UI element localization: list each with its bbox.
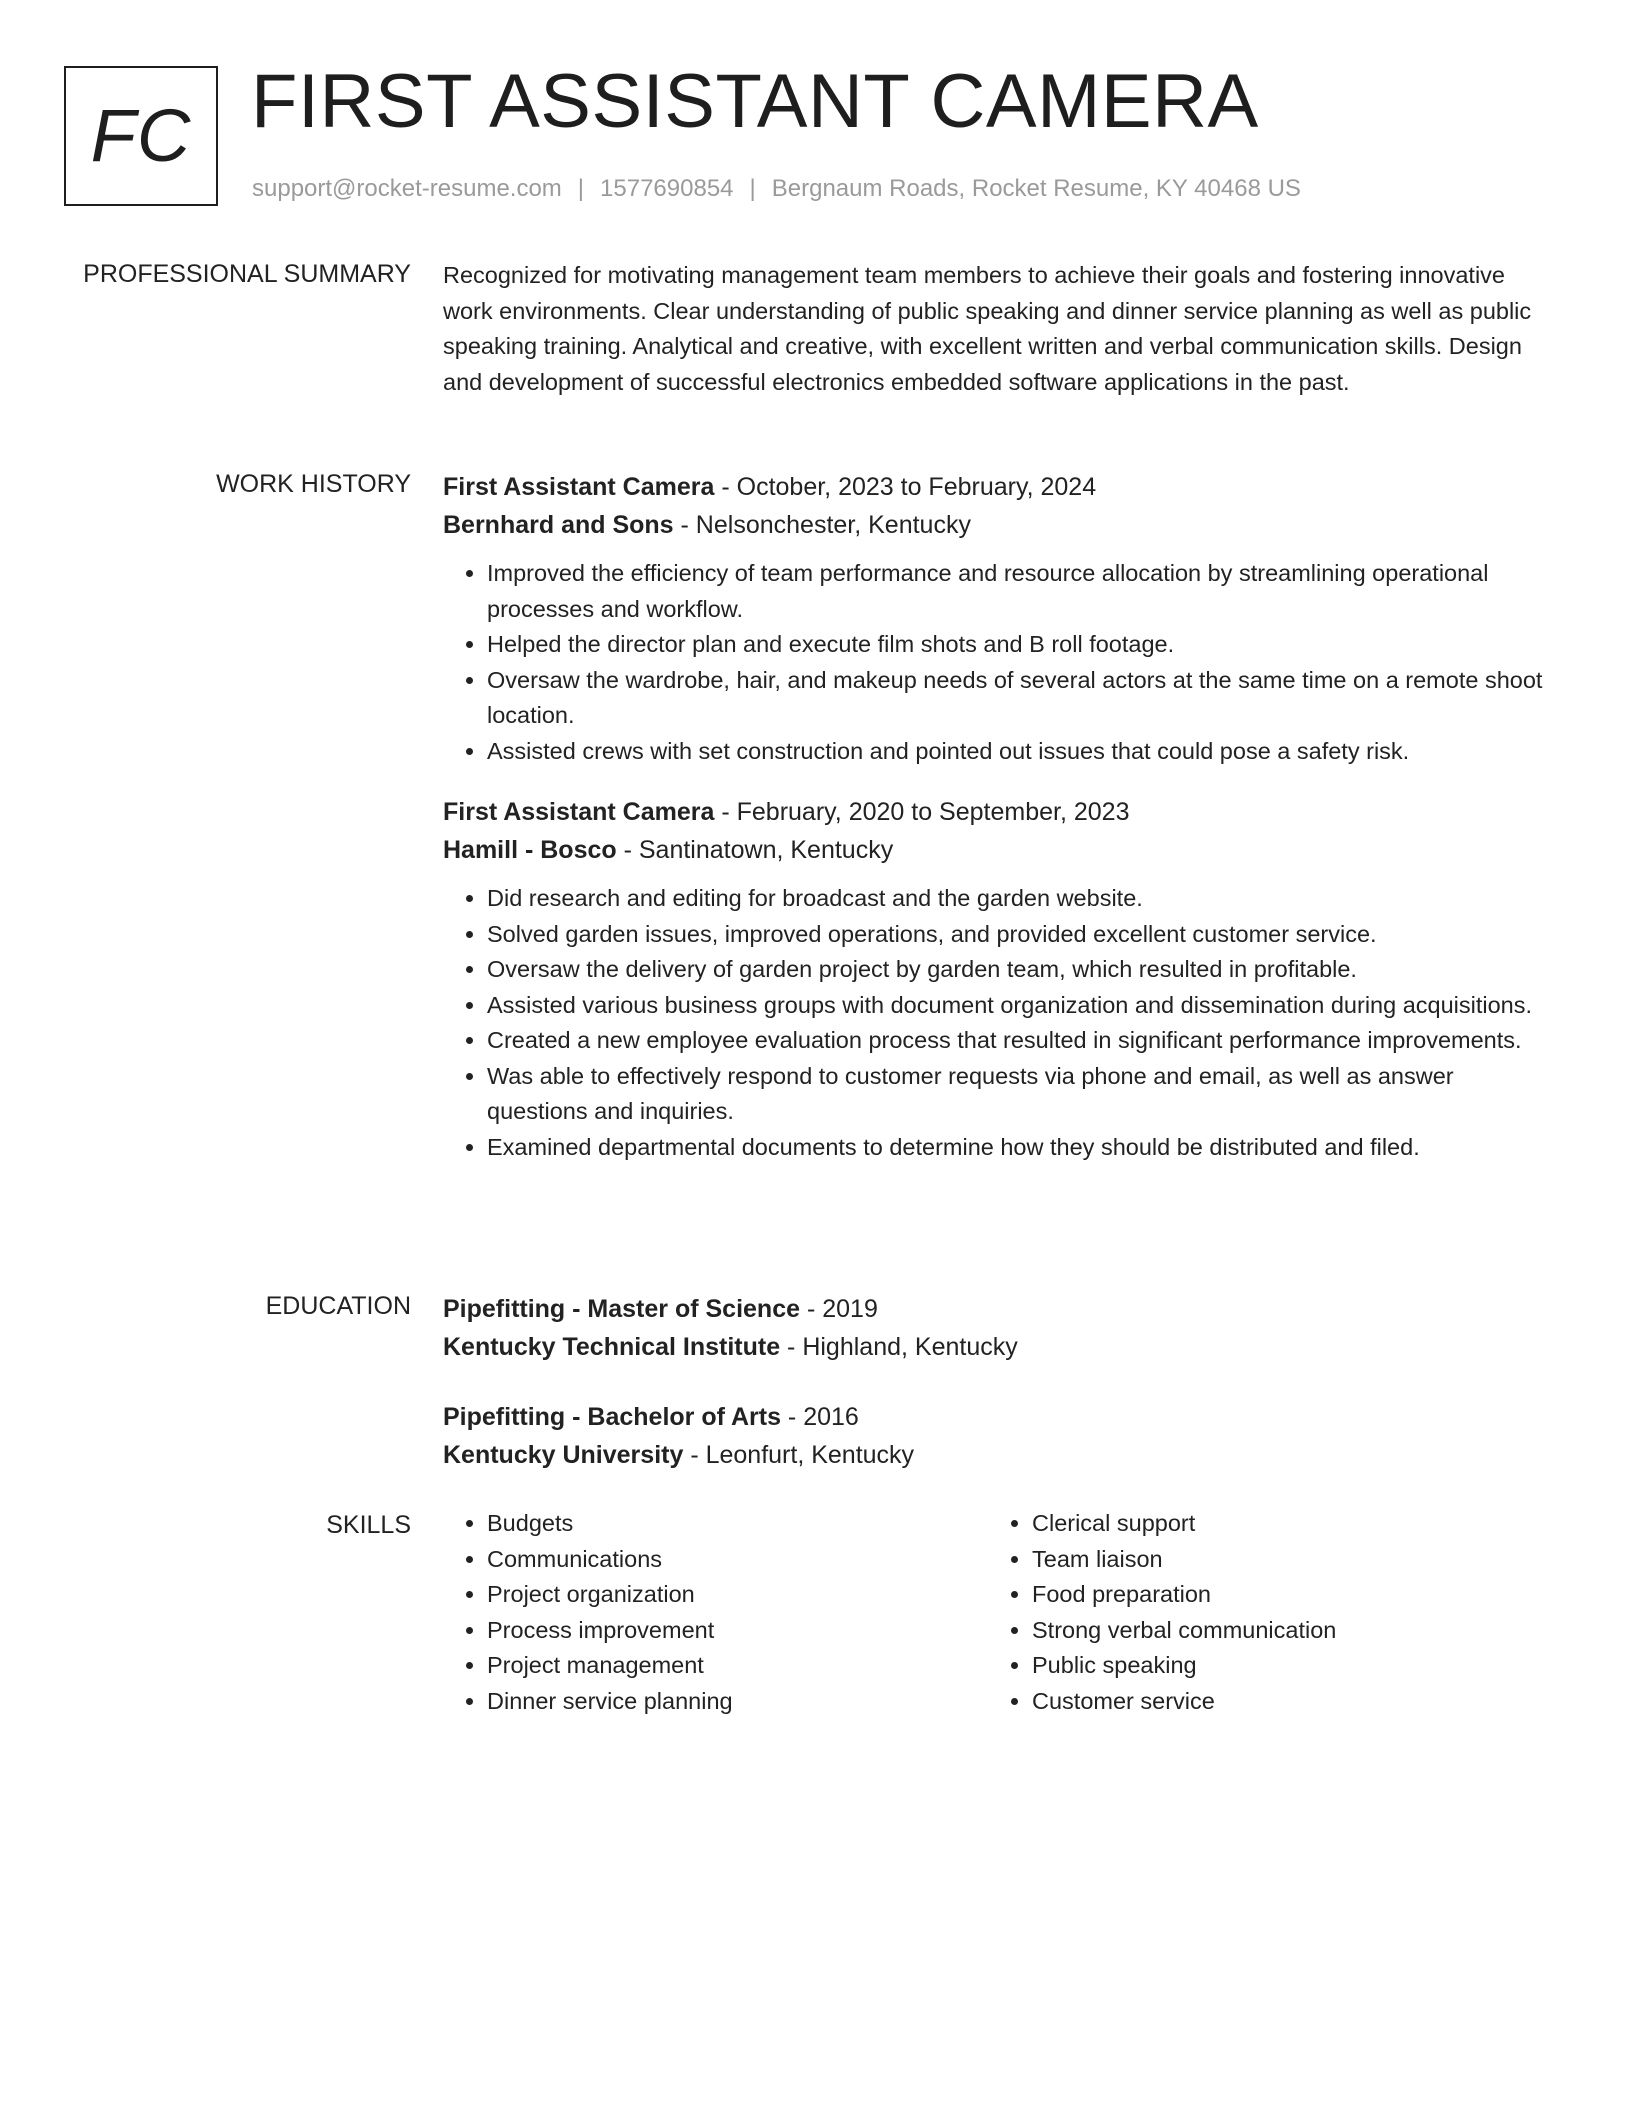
education-year: - 2016	[780, 1403, 859, 1431]
job-bullets	[443, 881, 1555, 1165]
resume-name: FIRST ASSISTANT CAMERA	[251, 59, 1259, 144]
job-bullet: • Assisted crews with set construction and pointed out issues that could pose a safety risk.	[487, 734, 1555, 770]
job-title-line	[443, 793, 1555, 831]
skill-item: • Project organization	[487, 1577, 988, 1613]
job-bullet: • Did research and editing for broadcast and the garden website.	[487, 881, 1555, 917]
skills-body	[443, 1506, 1555, 1720]
job-location: - Santinatown, Kentucky	[616, 836, 894, 864]
job-bullet: • Improved the efficiency of team performance and resource allocation by streamlining operational processes and workflow.	[487, 556, 1555, 627]
education-degree-line	[443, 1290, 1555, 1328]
job-bullets	[443, 556, 1555, 769]
summary-title: PROFESSIONAL SUMMARY	[83, 260, 411, 288]
job-entry	[443, 468, 1555, 769]
contact-separator: |	[577, 175, 585, 202]
summary-text: Recognized for motivating management team members to achieve their goals and fostering innovative work environments. Clear understanding of public speaking and dinner service planning as well as public speaking training. Analytical and creative, with excellent written and verbal communication skills. Design and development of successful electronics embedded software applications in the past.	[443, 262, 1532, 395]
education-degree: Pipefitting - Bachelor of Arts	[443, 1403, 781, 1431]
contact-line	[252, 175, 1301, 203]
skills-columns	[443, 1506, 1555, 1720]
skill-item: • Clerical support	[1032, 1506, 1533, 1542]
work-history-title: WORK HISTORY	[216, 470, 411, 498]
contact-phone: 1577690854	[600, 175, 734, 202]
skill-item: • Customer service	[1032, 1684, 1533, 1720]
job-bullet: • Oversaw the delivery of garden project by garden team, which resulted in profitable.	[487, 952, 1555, 988]
job-company-line	[443, 506, 1555, 544]
skill-item: • Food preparation	[1032, 1577, 1533, 1613]
summary-body	[443, 258, 1555, 400]
monogram-initials: FC	[90, 94, 192, 177]
job-location: - Nelsonchester, Kentucky	[673, 511, 971, 539]
skill-item: • Process improvement	[487, 1613, 988, 1649]
job-role: First Assistant Camera	[443, 798, 715, 826]
job-company: Bernhard and Sons	[443, 511, 674, 539]
education-school-line	[443, 1436, 1555, 1474]
skill-item: • Team liaison	[1032, 1542, 1533, 1578]
education-location: - Highland, Kentucky	[780, 1333, 1018, 1361]
skill-item: • Budgets	[487, 1506, 988, 1542]
education-year: - 2019	[800, 1295, 878, 1323]
contact-address: Bergnaum Roads, Rocket Resume, KY 40468 US	[771, 175, 1301, 202]
job-bullet: • Was able to effectively respond to customer requests via phone and email, as well as answer questions and inquiries.	[487, 1059, 1555, 1130]
skills-list-left	[443, 1506, 988, 1720]
job-bullet: • Helped the director plan and execute film shots and B roll footage.	[487, 627, 1555, 663]
skill-item: • Communications	[487, 1542, 988, 1578]
job-bullet: • Oversaw the wardrobe, hair, and makeup needs of several actors at the same time on a remote shoot location.	[487, 663, 1555, 734]
job-title-line	[443, 468, 1555, 506]
work-history-body	[443, 468, 1555, 1189]
education-degree-line	[443, 1398, 1555, 1436]
skill-item: • Project management	[487, 1648, 988, 1684]
job-bullet: • Created a new employee evaluation process that resulted in significant performance improvements.	[487, 1023, 1555, 1059]
education-body	[443, 1290, 1555, 1506]
education-location: - Leonfurt, Kentucky	[683, 1441, 915, 1469]
skills-list-right	[988, 1506, 1533, 1720]
job-dates: - October, 2023 to February, 2024	[714, 473, 1097, 501]
education-school: Kentucky Technical Institute	[443, 1333, 781, 1361]
education-title: EDUCATION	[265, 1292, 411, 1320]
job-company-line	[443, 831, 1555, 869]
skill-item: • Dinner service planning	[487, 1684, 988, 1720]
education-entry	[443, 1290, 1555, 1366]
education-school-line	[443, 1328, 1555, 1366]
skill-item: • Public speaking	[1032, 1648, 1533, 1684]
education-school: Kentucky University	[443, 1441, 684, 1469]
job-role: First Assistant Camera	[443, 473, 715, 501]
contact-separator: |	[749, 175, 756, 202]
skills-title: SKILLS	[326, 1511, 411, 1539]
job-bullet: • Solved garden issues, improved operations, and provided excellent customer service.	[487, 917, 1555, 953]
job-company: Hamill - Bosco	[443, 836, 617, 864]
job-bullet: • Assisted various business groups with document organization and dissemination during acquisitions.	[487, 988, 1555, 1024]
job-entry	[443, 793, 1555, 1165]
contact-email: support@rocket-resume.com	[252, 175, 562, 202]
education-entry	[443, 1398, 1555, 1474]
job-bullet: • Examined departmental documents to determine how they should be distributed and filed.	[487, 1130, 1555, 1166]
skill-item: • Strong verbal communication	[1032, 1613, 1533, 1649]
monogram-box	[64, 66, 218, 206]
job-dates: - February, 2020 to September, 2023	[714, 798, 1130, 826]
education-degree: Pipefitting - Master of Science	[443, 1295, 801, 1323]
